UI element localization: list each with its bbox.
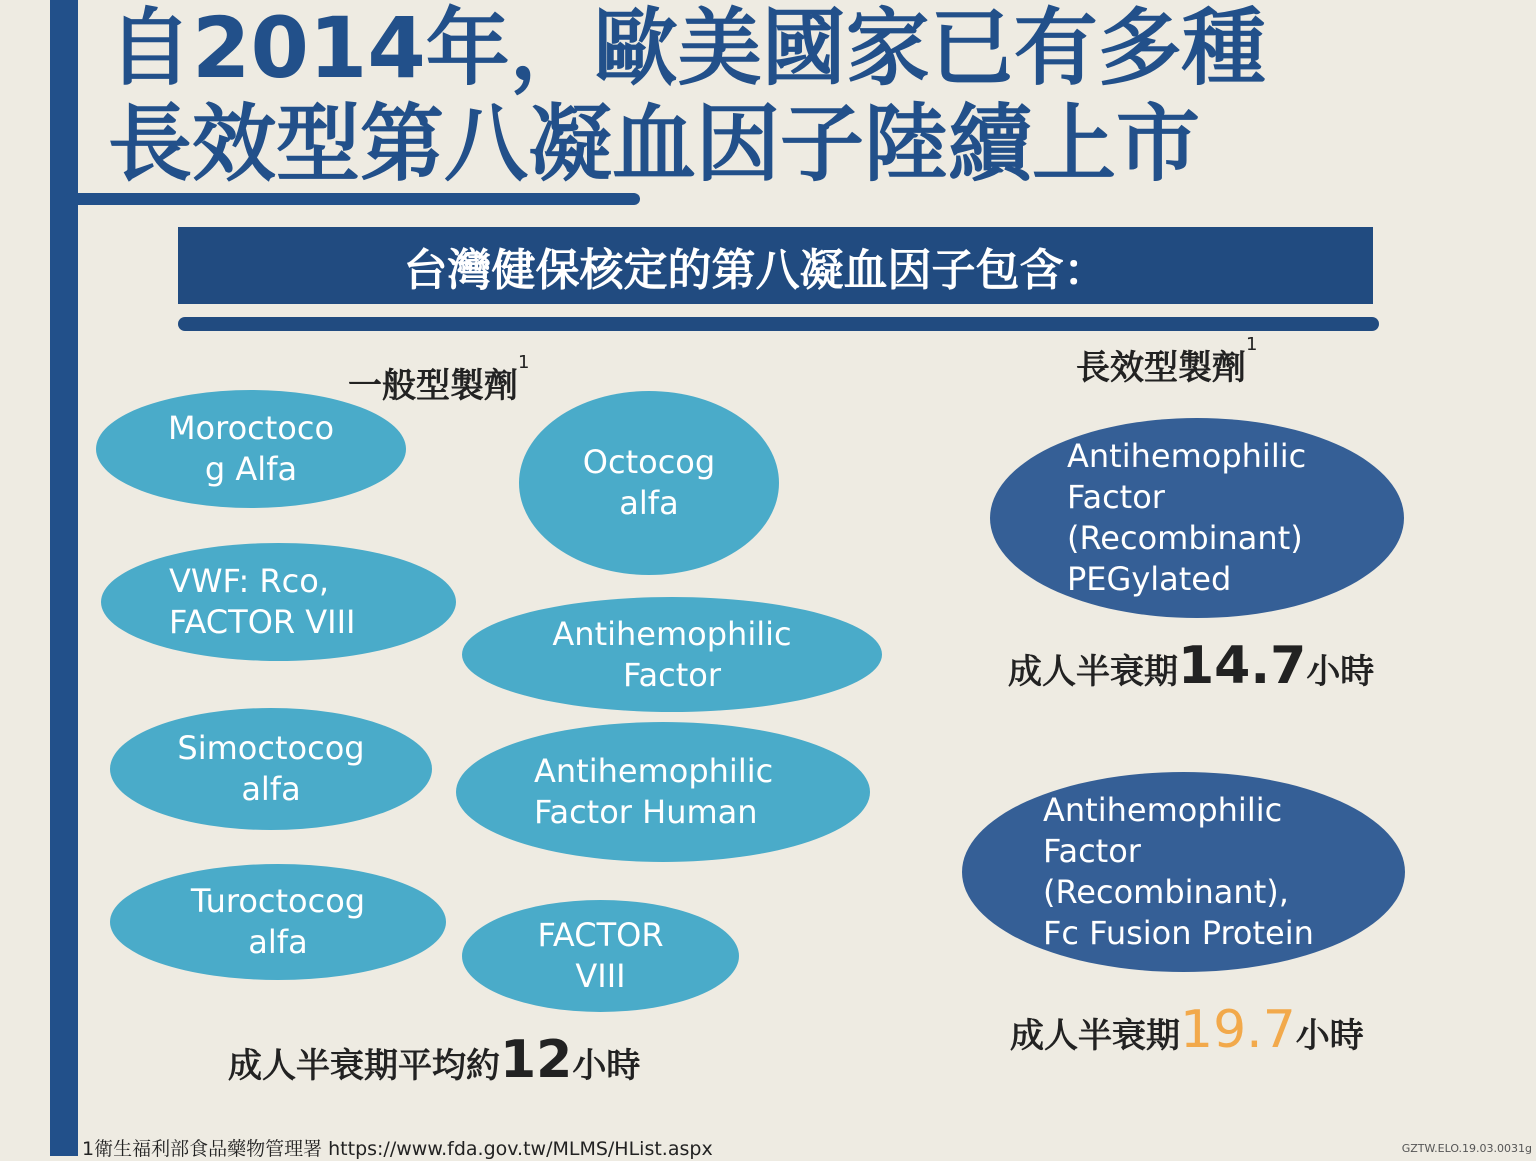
title-underline [64, 193, 640, 205]
title-line-1: 自2014年，歐美國家已有多種 [108, 0, 1266, 97]
standard-heading-footnote-mark: 1 [518, 352, 530, 373]
product-ellipse-moroctocog [96, 390, 406, 508]
product-ellipse-turoctocog [110, 864, 446, 980]
halflife-prefix: 成人半衰期 [1008, 652, 1178, 692]
halflife-suffix: 小時 [572, 1046, 641, 1086]
product-ellipse-antihemophilic-factor-human [456, 722, 870, 862]
footnote-source: 1衛生福利部食品藥物管理署 https://www.fda.gov.tw/MLMS/HList.aspx [82, 1138, 713, 1160]
extended-heading [1076, 334, 1258, 389]
product-label: VWF: Rco, FACTOR VIII [169, 562, 356, 641]
product-label: Antihemophilic Factor (Recombinant) PEGylated [1067, 437, 1307, 598]
product-label: FACTOR VIII [537, 916, 664, 995]
product-ellipse-pegylated [990, 418, 1404, 618]
standard-heading-text: 一般型製劑 [348, 366, 518, 406]
fc-fusion-halflife [1010, 1000, 1364, 1060]
left-accent-bar [50, 0, 78, 1156]
product-label: Antihemophilic Factor (Recombinant), Fc Fusion Protein [1043, 791, 1314, 952]
product-label: Octocog alfa [582, 443, 716, 522]
halflife-suffix: 小時 [1295, 1016, 1364, 1056]
halflife-suffix: 小時 [1306, 652, 1375, 692]
product-ellipse-fc-fusion [962, 772, 1405, 972]
product-label: Antihemophilic Factor Human [534, 752, 774, 831]
product-label: Turoctocog alfa [190, 882, 366, 961]
product-ellipse-factor-viii [462, 900, 739, 1012]
document-code: GZTW.ELO.19.03.0031g [1401, 1142, 1532, 1155]
standard-heading [348, 352, 530, 407]
product-label: Antihemophilic Factor [552, 614, 792, 694]
product-ellipse-octocog [519, 391, 779, 575]
pegylated-halflife [1008, 636, 1374, 696]
extended-heading-footnote-mark: 1 [1246, 334, 1258, 355]
extended-heading-text: 長效型製劑 [1076, 348, 1246, 388]
standard-halflife [228, 1030, 640, 1090]
slide-title [108, 0, 1408, 192]
product-ellipse-antihemophilic-factor [462, 597, 882, 712]
banner-underline [178, 317, 1379, 331]
product-label: Simoctocog alfa [177, 729, 365, 808]
product-ellipse-vwf-factor-viii [101, 543, 456, 661]
product-label: Moroctoco g Alfa [167, 409, 335, 488]
section-banner: 台灣健保核定的第八凝血因子包含： [178, 227, 1373, 304]
product-ellipse-simoctocog [110, 708, 432, 830]
halflife-value: 12 [500, 1030, 573, 1090]
halflife-prefix: 成人半衰期平均約 [228, 1046, 500, 1086]
halflife-value: 14.7 [1178, 636, 1307, 696]
halflife-value-highlight: 19.7 [1180, 1000, 1296, 1060]
halflife-prefix: 成人半衰期 [1010, 1016, 1180, 1056]
title-line-2: 長效型第八凝血因子陸續上市 [108, 95, 1201, 193]
